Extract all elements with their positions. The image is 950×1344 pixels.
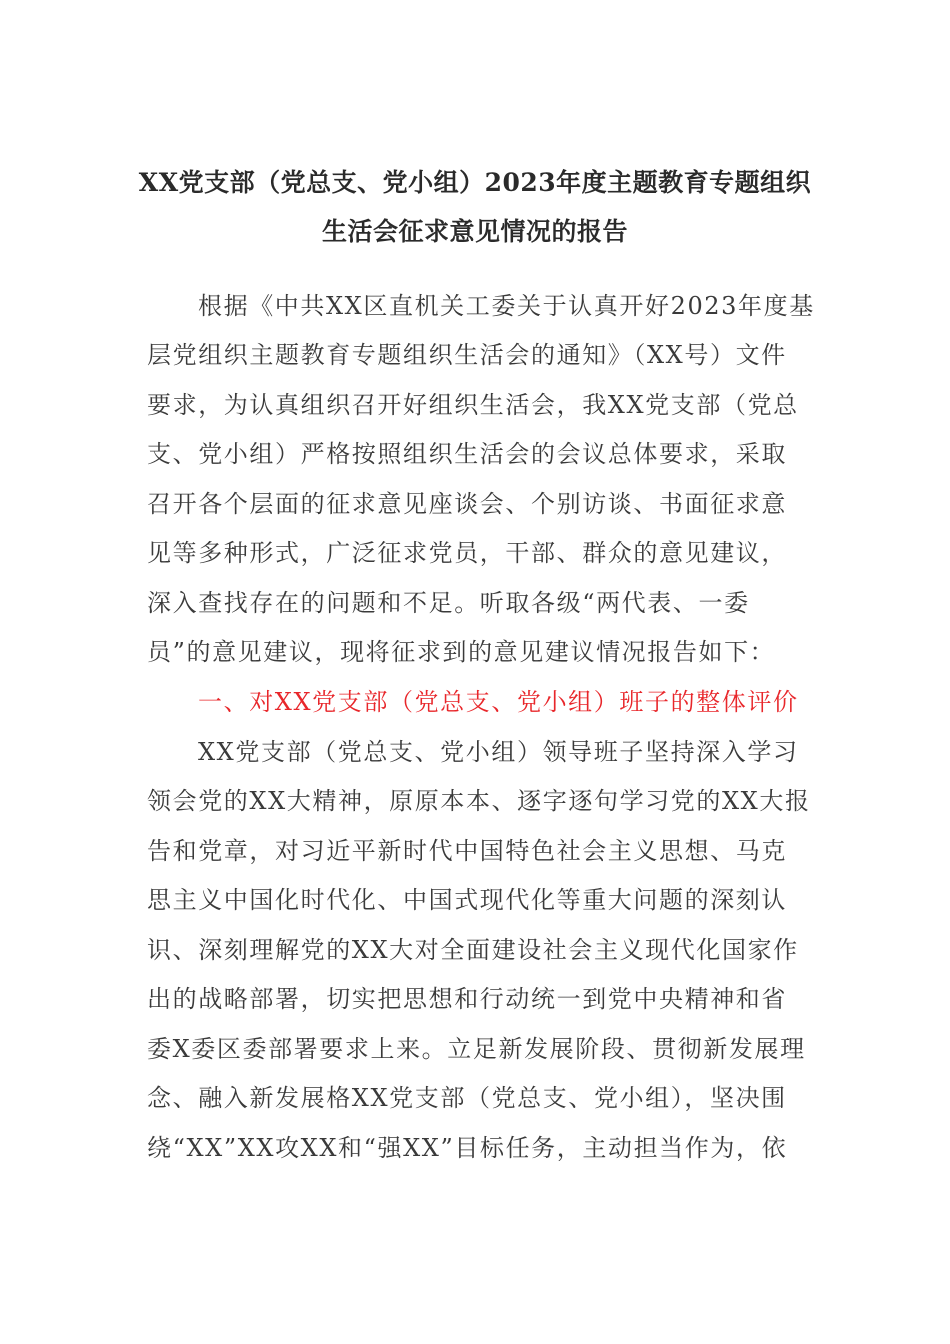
paragraph-line: 根据《中共XX区直机关工委关于认真开好2023年度基	[198, 292, 815, 320]
paragraph-line: 支、党小组）严格按照组织生活会的会议总体要求，采取	[147, 440, 787, 468]
paragraph-line: 绕“XX”XX攻XX和“强XX”目标任务，主动担当作为，依	[147, 1134, 788, 1162]
paragraph-line: XX党支部（党总支、党小组）领导班子坚持深入学习	[198, 738, 799, 766]
paragraph-line: 识、深刻理解党的XX大对全面建设社会主义现代化国家作	[147, 936, 799, 964]
section-heading: 一、对XX党支部（党总支、党小组）班子的整体评价	[198, 688, 799, 716]
paragraph-line: 员”的意见建议，现将征求到的意见建议情况报告如下：	[147, 638, 776, 666]
paragraph-line: 领会党的XX大精神，原原本本、逐字逐句学习党的XX大报	[147, 787, 811, 815]
paragraph-line: 思主义中国化时代化、中国式现代化等重大问题的深刻认	[147, 886, 787, 914]
document-title-line-2: 生活会征求意见情况的报告	[321, 217, 628, 246]
paragraph-line: 委X委区委部署要求上来。立足新发展阶段、贯彻新发展理	[147, 1035, 806, 1063]
paragraph-line: 深入查找存在的问题和不足。听取各级“两代表、一委	[147, 589, 750, 617]
paragraph-line: 见等多种形式，广泛征求党员，干部、群众的意见建议，	[147, 539, 787, 567]
paragraph-line: 出的战略部署，切实把思想和行动统一到党中央精神和省	[147, 985, 787, 1013]
paragraph-line: 召开各个层面的征求意见座谈会、个别访谈、书面征求意	[147, 490, 787, 518]
document-title-line-1: XX党支部（党总支、党小组）2023年度主题教育专题组织	[138, 168, 812, 197]
paragraph-line: 要求，为认真组织召开好组织生活会，我XX党支部（党总	[147, 391, 799, 419]
paragraph-line: 层党组织主题教育专题组织生活会的通知》（XX号）文件	[147, 341, 787, 369]
paragraph-line: 告和党章，对习近平新时代中国特色社会主义思想、马克	[147, 837, 787, 865]
paragraph-line: 念、融入新发展格XX党支部（党总支、党小组），坚决围	[147, 1084, 787, 1112]
